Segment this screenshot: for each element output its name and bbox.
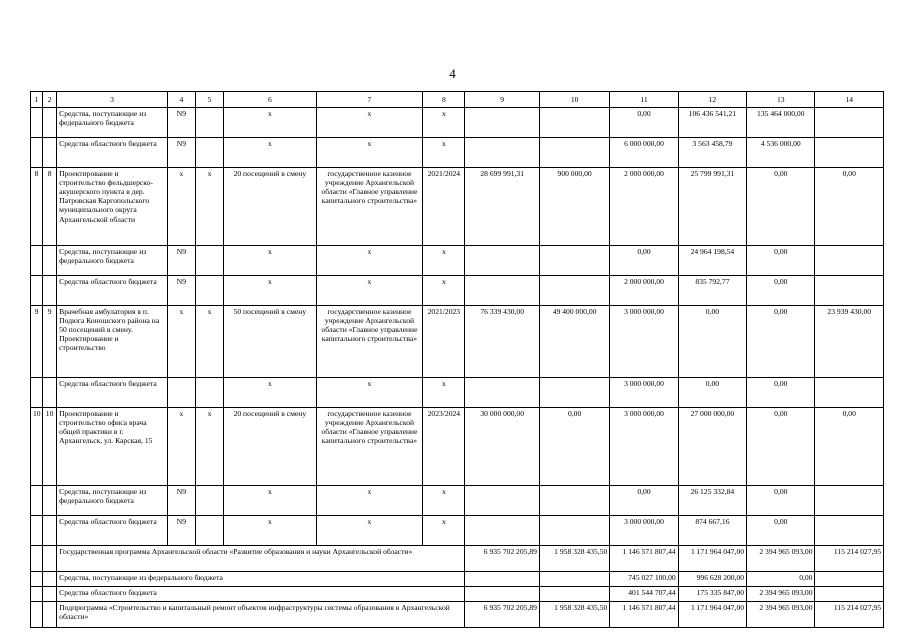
table-cell-col5 bbox=[195, 486, 223, 516]
table-cell-col2: 9 bbox=[43, 306, 57, 378]
header-cell: 3 bbox=[57, 92, 168, 108]
table-row-funding-source bbox=[31, 276, 884, 306]
table-cell-col8: 2023/2024 bbox=[423, 408, 465, 486]
table-cell-col9 bbox=[465, 246, 539, 276]
table-cell-col6: x bbox=[224, 246, 317, 276]
table-cell-col10: 900 000,00 bbox=[539, 168, 609, 246]
table-cell-col10 bbox=[539, 138, 609, 168]
table-cell-col12: 0,00 bbox=[678, 378, 746, 408]
table-cell-col10 bbox=[539, 378, 609, 408]
total-cell-col9 bbox=[465, 587, 539, 602]
table-cell-col11: 3 000 000,00 bbox=[610, 306, 678, 378]
table-cell-col5 bbox=[195, 276, 223, 306]
table-cell-col3: Средства, поступающие из федерального бюджета bbox=[57, 486, 168, 516]
table-cell-col14 bbox=[815, 138, 884, 168]
table-cell-col9: 30 000 000,00 bbox=[465, 408, 539, 486]
table-cell-col10 bbox=[539, 246, 609, 276]
table-cell-col5: x bbox=[195, 306, 223, 378]
page-number: 4 bbox=[449, 66, 456, 81]
total-cell-col10 bbox=[539, 572, 609, 587]
table-cell-col7: x bbox=[316, 276, 423, 306]
table-cell-col1: 8 bbox=[31, 168, 43, 246]
table-cell-col7: x bbox=[316, 486, 423, 516]
table-cell-col9 bbox=[465, 516, 539, 546]
table-cell-empty bbox=[31, 587, 43, 602]
table-cell-col4: x bbox=[167, 168, 195, 246]
table-cell-empty bbox=[31, 546, 43, 572]
table-cell-col3: Средства областного бюджета bbox=[57, 276, 168, 306]
table-cell-col14: 23 939 430,00 bbox=[815, 306, 884, 378]
total-cell-col13: 0,00 bbox=[747, 572, 815, 587]
table-cell-col3: Врачебная амбулатория в п. Подюга Коношского района на 50 посещений в смену. Проектирование и строительство bbox=[57, 306, 168, 378]
table-cell-col13: 0,00 bbox=[747, 276, 815, 306]
header-cell: 6 bbox=[224, 92, 317, 108]
total-label: Подпрограмма «Строительство и капитальный ремонт объектов инфраструктуры системы образования в Архангельской области» bbox=[57, 602, 465, 628]
total-cell-col9: 6 935 702 205,89 bbox=[465, 602, 539, 628]
table-cell-col12: 27 000 000,00 bbox=[678, 408, 746, 486]
table-cell-col8: x bbox=[423, 486, 465, 516]
table-cell-col13: 4 536 000,00 bbox=[747, 138, 815, 168]
total-cell-col9: 6 935 702 205,89 bbox=[465, 546, 539, 572]
table-cell-col5 bbox=[195, 138, 223, 168]
header-cell: 1 bbox=[31, 92, 43, 108]
table-cell-col4: N9 bbox=[167, 246, 195, 276]
table-cell-col4: N9 bbox=[167, 138, 195, 168]
table-cell-col1 bbox=[31, 246, 43, 276]
total-label: Средства, поступающие из федерального бюджета bbox=[57, 572, 465, 587]
total-cell-col12: 175 335 847,00 bbox=[678, 587, 746, 602]
table-cell-col14 bbox=[815, 276, 884, 306]
total-label: Государственная программа Архангельской области «Развитие образования и науки Архангельской области» bbox=[57, 546, 465, 572]
table-cell-col12: 0,00 bbox=[678, 306, 746, 378]
table-cell-col4: N9 bbox=[167, 276, 195, 306]
table-cell-col10 bbox=[539, 516, 609, 546]
table-cell-col10 bbox=[539, 108, 609, 138]
total-label: Средства областного бюджета bbox=[57, 587, 465, 602]
table-cell-col6: x bbox=[224, 378, 317, 408]
table-cell-col14: 0,00 bbox=[815, 408, 884, 486]
table-cell-col3: Средства областного бюджета bbox=[57, 378, 168, 408]
table-cell-col1 bbox=[31, 138, 43, 168]
header-cell: 12 bbox=[678, 92, 746, 108]
table-cell-col3: Проектирование и строительство фельдшерско-акушерского пункта в дер. Патровская Каргопольского муниципального округа Архангельской области bbox=[57, 168, 168, 246]
table-cell-col8: x bbox=[423, 246, 465, 276]
table-cell-empty bbox=[43, 602, 57, 628]
table-cell-col11: 3 000 000,00 bbox=[610, 516, 678, 546]
table-cell-col1 bbox=[31, 108, 43, 138]
table-cell-col3: Проектирование и строительство офиса врача общей практики в г. Архангельск, ул. Карская, 15 bbox=[57, 408, 168, 486]
table-cell-col6: 50 посещений в смену bbox=[224, 306, 317, 378]
table-cell-col5 bbox=[195, 516, 223, 546]
table-cell-col4: N9 bbox=[167, 486, 195, 516]
header-cell: 4 bbox=[167, 92, 195, 108]
total-cell-col12: 996 628 200,00 bbox=[678, 572, 746, 587]
table-cell-col6: x bbox=[224, 516, 317, 546]
table-cell-col6: x bbox=[224, 138, 317, 168]
table-cell-col5 bbox=[195, 246, 223, 276]
table-cell-col5 bbox=[195, 378, 223, 408]
table-cell-col11: 2 000 000,00 bbox=[610, 276, 678, 306]
table-cell-col13: 0,00 bbox=[747, 378, 815, 408]
table-cell-col1: 10 bbox=[31, 408, 43, 486]
table-row-total bbox=[31, 602, 884, 628]
total-cell-col10: 1 958 328 435,50 bbox=[539, 546, 609, 572]
table-cell-col11: 0,00 bbox=[610, 246, 678, 276]
table-cell-col7: государственное казенное учреждение Архангельской области «Главное управление капитального строительства» bbox=[316, 408, 423, 486]
table-cell-empty bbox=[31, 572, 43, 587]
table-cell-empty bbox=[43, 546, 57, 572]
table-cell-col1 bbox=[31, 516, 43, 546]
table-cell-col4: x bbox=[167, 408, 195, 486]
header-cell: 14 bbox=[815, 92, 884, 108]
total-cell-col12: 1 171 964 047,00 bbox=[678, 546, 746, 572]
total-cell-col13: 2 394 965 093,00 bbox=[747, 546, 815, 572]
table-cell-col9 bbox=[465, 378, 539, 408]
table-cell-col2 bbox=[43, 108, 57, 138]
table-cell-col12: 25 799 991,31 bbox=[678, 168, 746, 246]
table-cell-col10: 49 400 000,00 bbox=[539, 306, 609, 378]
header-cell: 5 bbox=[195, 92, 223, 108]
table-cell-col1 bbox=[31, 486, 43, 516]
table-cell-col8: 2021/2024 bbox=[423, 168, 465, 246]
table-cell-col14: 0,00 bbox=[815, 168, 884, 246]
table-cell-col2 bbox=[43, 516, 57, 546]
table-cell-col12: 874 667,16 bbox=[678, 516, 746, 546]
total-cell-col11: 1 146 571 807,44 bbox=[610, 602, 678, 628]
table-cell-col2: 10 bbox=[43, 408, 57, 486]
header-cell: 10 bbox=[539, 92, 609, 108]
table-cell-col12: 26 125 332,84 bbox=[678, 486, 746, 516]
table-cell-col9 bbox=[465, 138, 539, 168]
table-cell-col10: 0,00 bbox=[539, 408, 609, 486]
table-cell-col7: x bbox=[316, 246, 423, 276]
table-cell-col13: 135 464 000,00 bbox=[747, 108, 815, 138]
table-row-funding-source bbox=[31, 108, 884, 138]
total-cell-col10: 1 958 328 435,50 bbox=[539, 602, 609, 628]
table-cell-col8: x bbox=[423, 516, 465, 546]
table-cell-col5 bbox=[195, 108, 223, 138]
table-cell-col12: 835 792,77 bbox=[678, 276, 746, 306]
table-cell-col1 bbox=[31, 378, 43, 408]
table-cell-col9 bbox=[465, 276, 539, 306]
table-cell-col3: Средства, поступающие из федерального бюджета bbox=[57, 108, 168, 138]
table-cell-empty bbox=[43, 572, 57, 587]
total-cell-col14 bbox=[815, 587, 884, 602]
table-cell-col2 bbox=[43, 486, 57, 516]
total-cell-col12: 1 171 964 047,00 bbox=[678, 602, 746, 628]
table-cell-col12: 24 964 198,54 bbox=[678, 246, 746, 276]
table-cell-col14 bbox=[815, 246, 884, 276]
table-row-funding-source bbox=[31, 516, 884, 546]
table-cell-col5: x bbox=[195, 168, 223, 246]
table-cell-col6: x bbox=[224, 276, 317, 306]
table-cell-col4 bbox=[167, 378, 195, 408]
header-cell: 8 bbox=[423, 92, 465, 108]
table-cell-col6: 20 посещений в смену bbox=[224, 408, 317, 486]
total-cell-col14 bbox=[815, 572, 884, 587]
table-cell-col3: Средства областного бюджета bbox=[57, 516, 168, 546]
table-row-total bbox=[31, 546, 884, 572]
table-cell-col11: 6 000 000,00 bbox=[610, 138, 678, 168]
table-cell-col1 bbox=[31, 276, 43, 306]
table-cell-col2 bbox=[43, 378, 57, 408]
table-cell-col12: 106 436 541,21 bbox=[678, 108, 746, 138]
table-cell-col3: Средства областного бюджета bbox=[57, 138, 168, 168]
table-cell-col7: государственное казенное учреждение Архангельской области «Главное управление капитального строительства» bbox=[316, 306, 423, 378]
table-cell-col7: x bbox=[316, 138, 423, 168]
total-cell-col11: 745 027 100,00 bbox=[610, 572, 678, 587]
table-row-object bbox=[31, 408, 884, 486]
table-cell-col10 bbox=[539, 276, 609, 306]
table-cell-col7: государственное казенное учреждение Архангельской области «Главное управление капитального строительства» bbox=[316, 168, 423, 246]
table-cell-col9 bbox=[465, 108, 539, 138]
table-cell-col8: x bbox=[423, 138, 465, 168]
header-cell: 9 bbox=[465, 92, 539, 108]
table-cell-col14 bbox=[815, 486, 884, 516]
table-cell-col6: x bbox=[224, 486, 317, 516]
table-cell-col11: 3 000 000,00 bbox=[610, 408, 678, 486]
table-row-object bbox=[31, 306, 884, 378]
table-cell-col13: 0,00 bbox=[747, 306, 815, 378]
table-cell-col2: 8 bbox=[43, 168, 57, 246]
table-cell-col8: 2021/2023 bbox=[423, 306, 465, 378]
total-cell-col13: 2 394 965 093,00 bbox=[747, 602, 815, 628]
table-cell-col13: 0,00 bbox=[747, 246, 815, 276]
budget-table bbox=[30, 91, 884, 628]
table-cell-col8: x bbox=[423, 276, 465, 306]
table-cell-col2 bbox=[43, 246, 57, 276]
table-cell-col14 bbox=[815, 108, 884, 138]
total-cell-col14: 115 214 027,95 bbox=[815, 602, 884, 628]
total-cell-col11: 1 146 571 807,44 bbox=[610, 546, 678, 572]
table-cell-col7: x bbox=[316, 516, 423, 546]
table-cell-col4: N9 bbox=[167, 108, 195, 138]
table-row-total bbox=[31, 572, 884, 587]
table-cell-col13: 0,00 bbox=[747, 408, 815, 486]
table-cell-col11: 3 000 000,00 bbox=[610, 378, 678, 408]
table-row-funding-source bbox=[31, 246, 884, 276]
table-cell-col9: 76 339 430,00 bbox=[465, 306, 539, 378]
table-cell-col11: 0,00 bbox=[610, 486, 678, 516]
table-cell-col8: x bbox=[423, 378, 465, 408]
table-cell-col12: 3 563 458,79 bbox=[678, 138, 746, 168]
table-cell-col10 bbox=[539, 486, 609, 516]
table-cell-col11: 0,00 bbox=[610, 108, 678, 138]
table-row-funding-source bbox=[31, 486, 884, 516]
header-cell: 13 bbox=[747, 92, 815, 108]
table-cell-col5: x bbox=[195, 408, 223, 486]
table-cell-col4: x bbox=[167, 306, 195, 378]
header-cell: 7 bbox=[316, 92, 423, 108]
total-cell-col10 bbox=[539, 587, 609, 602]
table-cell-col13: 0,00 bbox=[747, 516, 815, 546]
table-cell-col9 bbox=[465, 486, 539, 516]
table-row-object bbox=[31, 168, 884, 246]
table-cell-col13: 0,00 bbox=[747, 168, 815, 246]
table-cell-col9: 28 699 991,31 bbox=[465, 168, 539, 246]
table-cell-col8: x bbox=[423, 108, 465, 138]
table-cell-col7: x bbox=[316, 108, 423, 138]
table-row-funding-source bbox=[31, 138, 884, 168]
total-cell-col11: 401 544 707,44 bbox=[610, 587, 678, 602]
table-cell-col2 bbox=[43, 138, 57, 168]
table-cell-col6: x bbox=[224, 108, 317, 138]
table-cell-col6: 20 посещений в смену bbox=[224, 168, 317, 246]
table-cell-col11: 2 000 000,00 bbox=[610, 168, 678, 246]
table-cell-col13: 0,00 bbox=[747, 486, 815, 516]
total-cell-col9 bbox=[465, 572, 539, 587]
table-cell-col14 bbox=[815, 378, 884, 408]
header-cell: 2 bbox=[43, 92, 57, 108]
table-cell-col7: x bbox=[316, 378, 423, 408]
table-cell-col3: Средства, поступающие из федерального бюджета bbox=[57, 246, 168, 276]
header-cell: 11 bbox=[610, 92, 678, 108]
table-cell-col2 bbox=[43, 276, 57, 306]
header-row bbox=[31, 92, 884, 108]
total-cell-col14: 115 214 027,95 bbox=[815, 546, 884, 572]
table-cell-col14 bbox=[815, 516, 884, 546]
table-row-total bbox=[31, 587, 884, 602]
total-cell-col13: 2 394 965 093,00 bbox=[747, 587, 815, 602]
table-row-funding-source bbox=[31, 378, 884, 408]
table-cell-col1: 9 bbox=[31, 306, 43, 378]
table-cell-empty bbox=[31, 602, 43, 628]
table-cell-col4: N9 bbox=[167, 516, 195, 546]
table-cell-empty bbox=[43, 587, 57, 602]
